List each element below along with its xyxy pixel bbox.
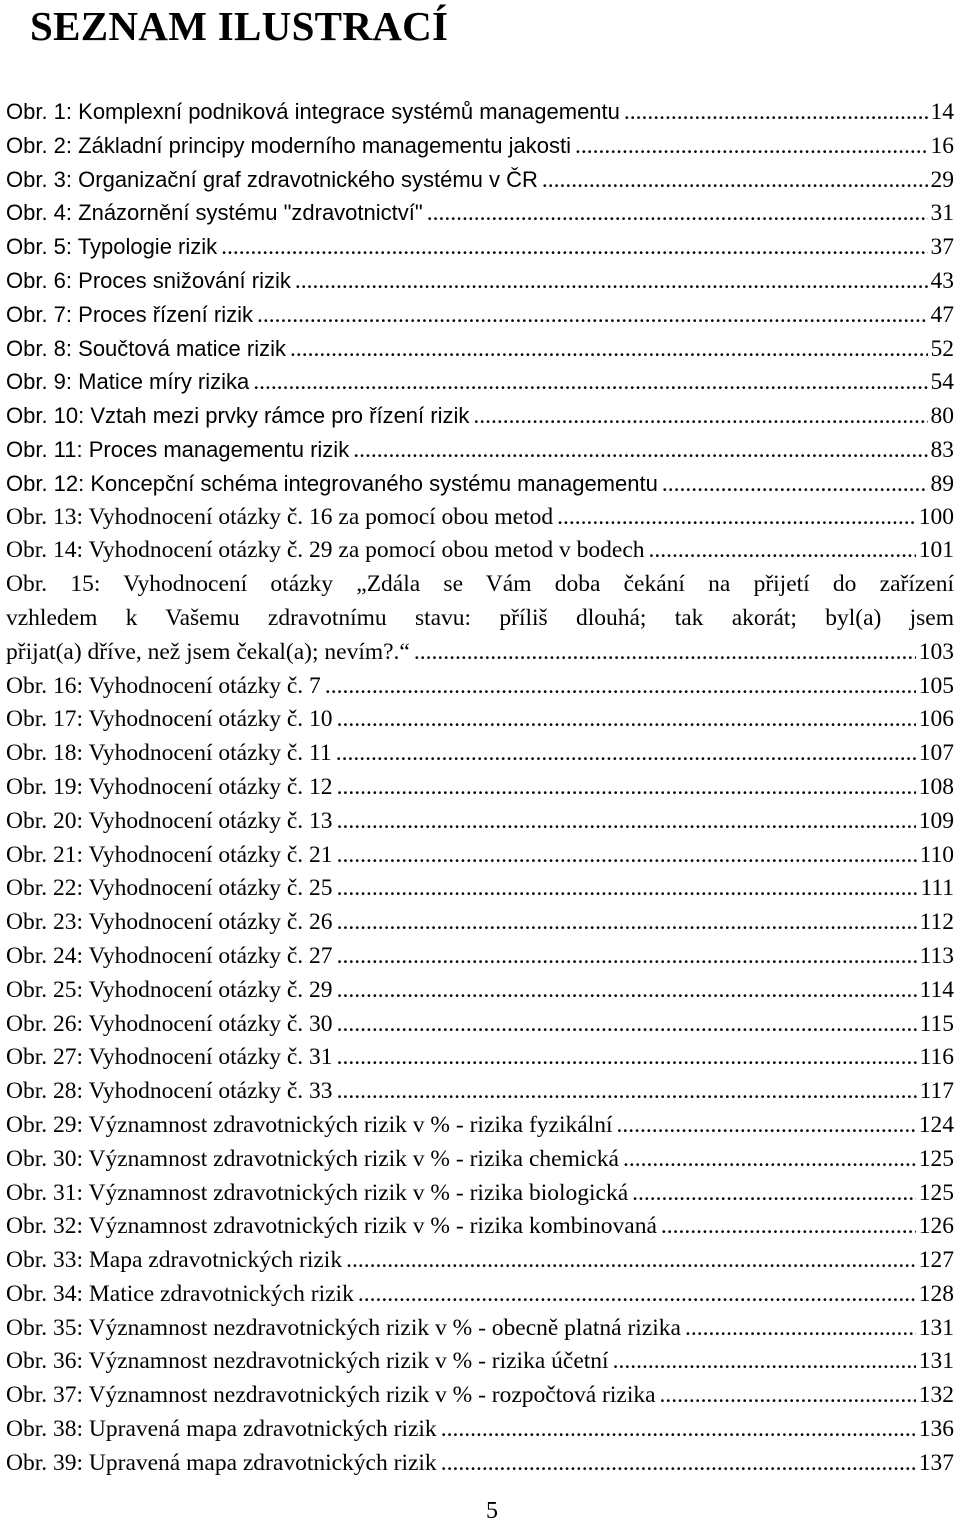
dot-leader [337, 839, 917, 873]
dot-leader [337, 1075, 917, 1109]
entry-label: Obr. 19: Vyhodnocení otázky č. 12 [6, 773, 333, 800]
list-item [6, 805, 954, 839]
list-item [6, 1447, 954, 1481]
entry-label-line: vzhledem k Vašemu zdravotnímu stavu: příliš dlouhá; tak akorát; byl(a) jsem [6, 604, 954, 631]
list-item [6, 1244, 954, 1278]
dot-leader [295, 265, 928, 299]
dot-leader [685, 1312, 916, 1346]
entry-page-number: 132 [918, 1382, 954, 1409]
entry-label: Obr. 37: Významnost nezdravotnických rizik v % - rozpočtová rizika [6, 1382, 656, 1409]
entry-label: Obr. 16: Vyhodnocení otázky č. 7 [6, 672, 321, 699]
entry-label: Obr. 25: Vyhodnocení otázky č. 29 [6, 976, 333, 1003]
entry-page-number: 112 [919, 909, 954, 936]
entry-label: Obr. 14: Vyhodnocení otázky č. 29 za pomocí obou metod v bodech [6, 537, 645, 564]
entry-label: Obr. 1: Komplexní podniková integrace systémů managementu [6, 99, 620, 124]
list-item [6, 1177, 954, 1211]
illustration-list [6, 95, 954, 1481]
list-item [6, 1379, 954, 1413]
dot-leader [337, 703, 916, 737]
entry-last-line [6, 636, 954, 670]
dot-leader [575, 130, 928, 164]
dot-leader [253, 366, 927, 400]
list-item [6, 1312, 954, 1346]
page-number: 5 [486, 1498, 498, 1524]
dot-leader [662, 468, 928, 502]
entry-label: Obr. 11: Proces managementu rizik [6, 436, 350, 462]
entry-page-number: 115 [919, 1010, 954, 1037]
list-item [6, 940, 954, 974]
dot-leader [358, 1278, 916, 1312]
entry-page-number: 114 [919, 976, 954, 1003]
entry-label: Obr. 24: Vyhodnocení otázky č. 27 [6, 942, 333, 969]
entry-page-number: 43 [930, 267, 954, 294]
list-item [6, 1345, 954, 1379]
entry-page-number: 101 [918, 537, 954, 564]
entry-label: Obr. 20: Vyhodnocení otázky č. 13 [6, 807, 333, 834]
list-item [6, 298, 954, 332]
entry-label: Obr. 38: Upravená mapa zdravotnických rizik [6, 1416, 437, 1443]
dot-leader [290, 333, 928, 367]
entry-page-number: 126 [918, 1213, 954, 1240]
entry-label: Obr. 23: Vyhodnocení otázky č. 26 [6, 909, 333, 936]
dot-leader [257, 299, 928, 333]
dot-leader [632, 1177, 916, 1211]
list-item [6, 1210, 954, 1244]
list-item [6, 906, 954, 940]
entry-page-number: 113 [919, 942, 954, 969]
entry-label: Obr. 35: Významnost nezdravotnických rizik v % - obecně platná rizika [6, 1314, 681, 1341]
entry-page-number: 54 [930, 369, 954, 396]
entry-label: Obr. 10: Vztah mezi prvky rámce pro řízení rizik [6, 403, 470, 429]
dot-leader [337, 1008, 917, 1042]
list-item [6, 1109, 954, 1143]
list-item [6, 872, 954, 906]
dot-leader [336, 737, 916, 771]
entry-page-number: 106 [918, 706, 954, 733]
entry-page-number: 125 [918, 1145, 954, 1172]
entry-page-number: 111 [920, 875, 954, 902]
entry-page-number: 117 [919, 1078, 954, 1105]
dot-leader [660, 1379, 916, 1413]
entry-label: Obr. 21: Vyhodnocení otázky č. 21 [6, 841, 333, 868]
entry-page-number: 16 [930, 132, 954, 159]
entry-page-number: 110 [919, 841, 954, 868]
entry-label: Obr. 36: Významnost nezdravotnických rizik v % - rizika účetní [6, 1348, 609, 1375]
entry-label: Obr. 6: Proces snižování rizik [6, 267, 291, 293]
entry-page-number: 103 [918, 638, 954, 665]
entry-page-number: 131 [918, 1314, 954, 1341]
entry-label: Obr. 31: Významnost zdravotnických rizik v % - rizika biologická [6, 1179, 629, 1206]
entry-label-line: přijat(a) dříve, než jsem čekal(a); nevím?.“ [6, 638, 410, 665]
dot-leader [613, 1345, 916, 1379]
entry-label: Obr. 2: Základní principy moderního managementu jakosti [6, 132, 571, 158]
list-item [6, 163, 954, 197]
dot-leader [353, 434, 927, 468]
dot-leader [624, 96, 928, 130]
list-item [6, 467, 954, 501]
dot-leader [414, 636, 916, 670]
entry-label: Obr. 39: Upravená mapa zdravotnických rizik [6, 1449, 437, 1476]
entry-label: Obr. 28: Vyhodnocení otázky č. 33 [6, 1078, 333, 1105]
dot-leader [542, 164, 928, 198]
list-item [6, 771, 954, 805]
entry-page-number: 47 [930, 301, 954, 328]
list-item [6, 1143, 954, 1177]
list-item [6, 737, 954, 771]
entry-page-number: 89 [930, 470, 954, 497]
dot-leader [337, 771, 916, 805]
list-item [6, 230, 954, 264]
entry-label-line: Obr. 15: Vyhodnocení otázky „Zdála se Vám doba čekání na přijetí do zařízení [6, 571, 954, 598]
list-item [6, 839, 954, 873]
entry-label: Obr. 7: Proces řízení rizik [6, 301, 253, 327]
page-title: SEZNAM ILUSTRACÍ [30, 3, 449, 49]
list-item [6, 264, 954, 298]
dot-leader [346, 1244, 916, 1278]
dot-leader [441, 1447, 916, 1481]
entry-page-number: 29 [930, 166, 954, 193]
entry-page-number: 125 [918, 1179, 954, 1206]
list-item [6, 433, 954, 467]
dot-leader [337, 974, 917, 1008]
dot-leader [441, 1413, 916, 1447]
entry-label: Obr. 30: Významnost zdravotnických rizik v % - rizika chemická [6, 1145, 619, 1172]
dot-leader [337, 805, 916, 839]
dot-leader [337, 872, 918, 906]
dot-leader [337, 1041, 917, 1075]
entry-page-number: 137 [918, 1449, 954, 1476]
entry-label: Obr. 8: Součtová matice rizik [6, 335, 286, 361]
entry-page-number: 105 [918, 672, 954, 699]
list-item [6, 129, 954, 163]
dot-leader [427, 197, 928, 231]
entry-page-number: 127 [918, 1247, 954, 1274]
entry-label: Obr. 33: Mapa zdravotnických rizik [6, 1247, 343, 1274]
entry-label: Obr. 18: Vyhodnocení otázky č. 11 [6, 740, 332, 767]
dot-leader [473, 400, 927, 434]
entry-page-number: 37 [930, 234, 954, 261]
entry-label: Obr. 22: Vyhodnocení otázky č. 25 [6, 875, 333, 902]
entry-label: Obr. 12: Koncepční schéma integrovaného systému managementu [6, 470, 658, 496]
entry-page-number: 100 [918, 503, 954, 530]
list-item [6, 703, 954, 737]
list-item [6, 501, 954, 535]
entry-page-number: 109 [918, 807, 954, 834]
entry-page-number: 83 [930, 436, 954, 463]
list-item-multiline [6, 568, 954, 669]
dot-leader [623, 1143, 916, 1177]
list-item [6, 1278, 954, 1312]
dot-leader [649, 534, 916, 568]
dot-leader [337, 940, 917, 974]
list-item [6, 670, 954, 704]
list-item [6, 399, 954, 433]
entry-page-number: 80 [930, 403, 954, 430]
list-item [6, 1075, 954, 1109]
list-item [6, 974, 954, 1008]
entry-label: Obr. 13: Vyhodnocení otázky č. 16 za pomocí obou metod [6, 503, 554, 530]
dot-leader [337, 906, 917, 940]
list-item [6, 534, 954, 568]
entry-label: Obr. 17: Vyhodnocení otázky č. 10 [6, 706, 333, 733]
entry-page-number: 52 [930, 335, 954, 362]
entry-label: Obr. 32: Významnost zdravotnických rizik v % - rizika kombinovaná [6, 1213, 657, 1240]
entry-page-number: 14 [930, 99, 954, 125]
list-item [6, 1413, 954, 1447]
entry-label: Obr. 9: Matice míry rizika [6, 369, 250, 395]
entry-page-number: 116 [919, 1044, 954, 1071]
entry-page-number: 136 [918, 1416, 954, 1443]
dot-leader [557, 501, 916, 535]
list-item [6, 1008, 954, 1042]
entry-page-number: 31 [930, 200, 954, 227]
entry-label: Obr. 34: Matice zdravotnických rizik [6, 1280, 354, 1307]
list-item [6, 95, 954, 129]
entry-page-number: 107 [918, 740, 954, 767]
entry-label: Obr. 29: Významnost zdravotnických rizik v % - rizika fyzikální [6, 1111, 613, 1138]
list-item [6, 365, 954, 399]
entry-label: Obr. 3: Organizační graf zdravotnického systému v ČR [6, 166, 538, 192]
dot-leader [616, 1109, 915, 1143]
list-item [6, 332, 954, 366]
list-item [6, 1041, 954, 1075]
entry-label: Obr. 27: Vyhodnocení otázky č. 31 [6, 1044, 333, 1071]
dot-leader [661, 1210, 916, 1244]
dot-leader [325, 670, 916, 704]
entry-page-number: 108 [918, 773, 954, 800]
entry-page-number: 124 [918, 1111, 954, 1138]
list-item [6, 196, 954, 230]
entry-label: Obr. 5: Typologie rizik [6, 234, 218, 260]
entry-label: Obr. 4: Znázornění systému "zdravotnictví" [6, 200, 423, 226]
entry-page-number: 131 [918, 1348, 954, 1375]
entry-label: Obr. 26: Vyhodnocení otázky č. 30 [6, 1010, 333, 1037]
entry-page-number: 128 [918, 1280, 954, 1307]
dot-leader [221, 231, 927, 265]
